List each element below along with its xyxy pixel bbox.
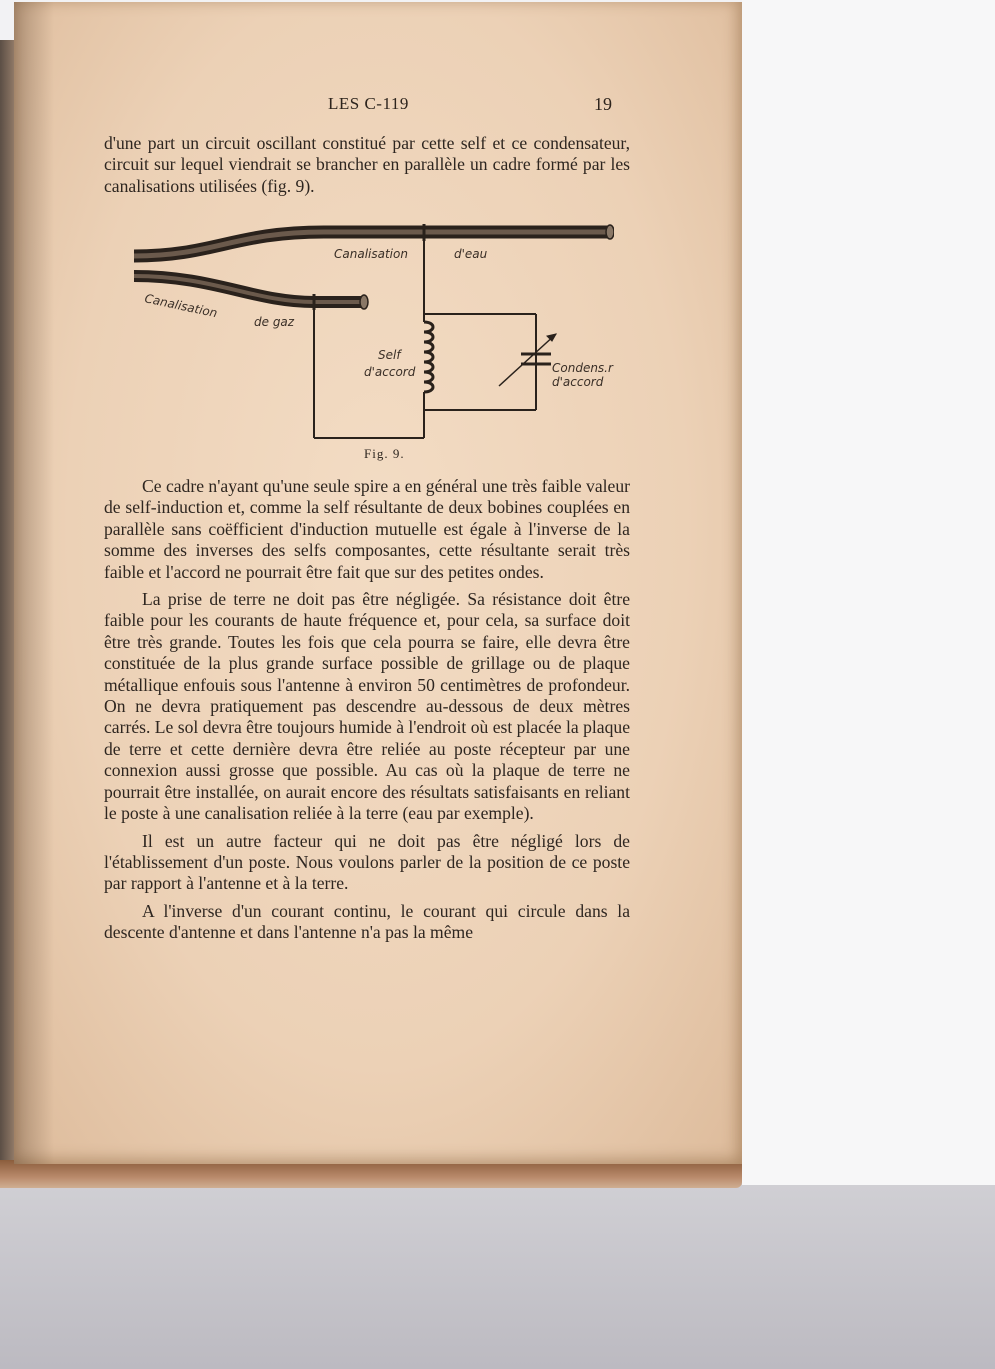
label-capacitor-a: Condens.r bbox=[552, 361, 613, 375]
book-page bbox=[14, 2, 742, 1164]
scan-background-bottom bbox=[0, 1185, 995, 1369]
figure-9-circuit-diagram bbox=[124, 214, 614, 454]
label-coil-b: d'accord bbox=[364, 365, 416, 379]
text-block-top bbox=[104, 133, 630, 197]
circuit-wires bbox=[314, 241, 536, 438]
running-title: LES C-119 bbox=[328, 94, 409, 113]
label-gas-pipe-b: de gaz bbox=[254, 315, 295, 329]
label-water-pipe-b: d'eau bbox=[454, 247, 488, 261]
page-header bbox=[14, 94, 742, 118]
spine-shadow bbox=[14, 2, 54, 1164]
tuning-capacitor bbox=[499, 314, 556, 410]
scan-background-right bbox=[742, 0, 995, 1369]
tuning-coil bbox=[424, 322, 433, 392]
label-gas-pipe-a: Canalisation bbox=[143, 291, 219, 321]
label-coil-a: Self bbox=[378, 348, 401, 362]
book-page-stack bbox=[0, 1160, 742, 1188]
paragraph-4: A l'inverse d'un courant continu, le courant qui circule dans la descente d'antenne et dans l'antenne n'a pas la même bbox=[104, 900, 630, 943]
label-capacitor-b: d'accord bbox=[552, 375, 604, 389]
figure-caption: Fig. 9. bbox=[364, 446, 405, 461]
paragraph-top: d'une part un circuit oscillant constitué par cette self et ce condensateur, circuit sur lequel viendrait se brancher en parallèle un cadre formé par les canalisations utilisées (fig. 9). bbox=[104, 133, 630, 196]
label-water-pipe-a: Canalisation bbox=[334, 247, 408, 261]
paragraph-3: Il est un autre facteur qui ne doit pas être négligé lors de l'établissement d'un poste. Nous voulons parler de la position de ce poste par rapport à l'antenne et à la terre. bbox=[104, 830, 630, 894]
paragraph-2: La prise de terre ne doit pas être négligée. Sa résistance doit être faible pour les courants de haute fréquence et, pour cela, sa surface doit être très grande. Toutes les fois que cela pourra se faire, elle devra être constituée de la plus grande surface possible de grillage ou de plaque métallique enfouis sous l'antenne à environ 50 centimètres de profondeur. On ne devra pratiquement pas descendre au-dessous de deux mètres carrés. Le sol devra être toujours humide à l'endroit où est placée la plaque de terre et cette dernière devra être reliée au poste récepteur par une connexion aussi grosse que possible. Au cas où la plaque de terre ne pourrait être installée, on aurait encore des résultats satisfaisants en reliant le poste à une canalisation reliée à la terre (eau par exemple). bbox=[104, 589, 630, 824]
text-block-main bbox=[104, 476, 630, 944]
page-number: 19 bbox=[594, 94, 612, 114]
paragraph-1: Ce cadre n'ayant qu'une seule spire a en général une très faible valeur de self-induction et, comme la self résultante de deux bobines couplées en parallèle sans coëfficient d'induction mutuelle est égale à l'inverse de la somme des inverses des selfs composantes, cette résultante serait très faible et l'accord ne pourrait être fait que sur des petites ondes. bbox=[104, 476, 630, 582]
